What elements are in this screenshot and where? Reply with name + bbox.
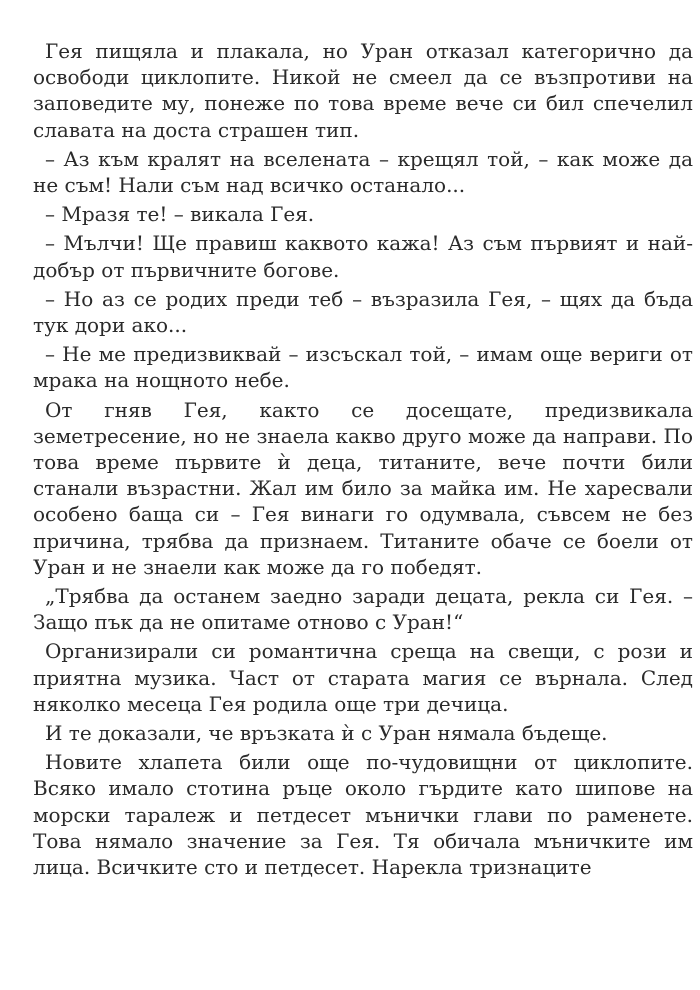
paragraph-7: От гняв Гея, както се досещате, предизвикала земетресение, но не знаела какво друго може да направи. По това време първите ѝ деца, титаните, вече почти били станали възрастни. Жал им било за майка им. Не харесвали особено баща си – Гея винаги го одумвала, съвсем не без причина, трябва да признаем. Титаните обаче се боели от Уран и не знаели как може да го победят.	[33, 397, 693, 579]
paragraph-5: – Но аз се родих преди теб – възразила Гея, – щях да бъда тук дори ако...	[33, 286, 693, 338]
paragraph-11: Новите хлапета били още по-чудовищни от циклопите. Всяко имало стотина ръце около гърдите като шипове на морски таралеж и петдесет мънички глави по раменете. Това нямало значение за Гея. Тя обичала мъничките им лица. Всичките сто и петдесет. Нарекла тризнаците	[33, 750, 693, 880]
paragraph-2: – Аз към кралят на вселената – крещял той, – как може да не съм! Нали съм над всичко останало...	[33, 146, 693, 198]
paragraph-8: „Трябва да останем заедно заради децата, рекла си Гея. – Защо пък да не опитаме отново с Уран!“	[33, 584, 693, 635]
paragraph-3: – Мразя те! – викала Гея.	[45, 202, 315, 227]
document-page	[33, 38, 693, 883]
paragraph-6: – Не ме предизвиквай – изсъскал той, – имам още вериги от мрака на нощното небе.	[33, 342, 693, 393]
paragraph-1: Гея пищяла и плакала, но Уран отказал категорично да освободи циклопите. Никой не смеел да се възпротиви на заповедите му, понеже по това време вече си бил спечелил славата на доста страшен тип.	[33, 39, 693, 142]
paragraph-9: Организирали си романтична среща на свещи, с рози и приятна музика. Част от старата магия се върнала. След няколко месеца Гея родила още три дечица.	[33, 639, 693, 716]
paragraph-4: – Мълчи! Ще правиш каквото кажа! Аз съм първият и най-добър от първичните богове.	[33, 231, 693, 282]
paragraph-10: И те доказали, че връзката ѝ с Уран нямала бъдеще.	[45, 721, 608, 746]
